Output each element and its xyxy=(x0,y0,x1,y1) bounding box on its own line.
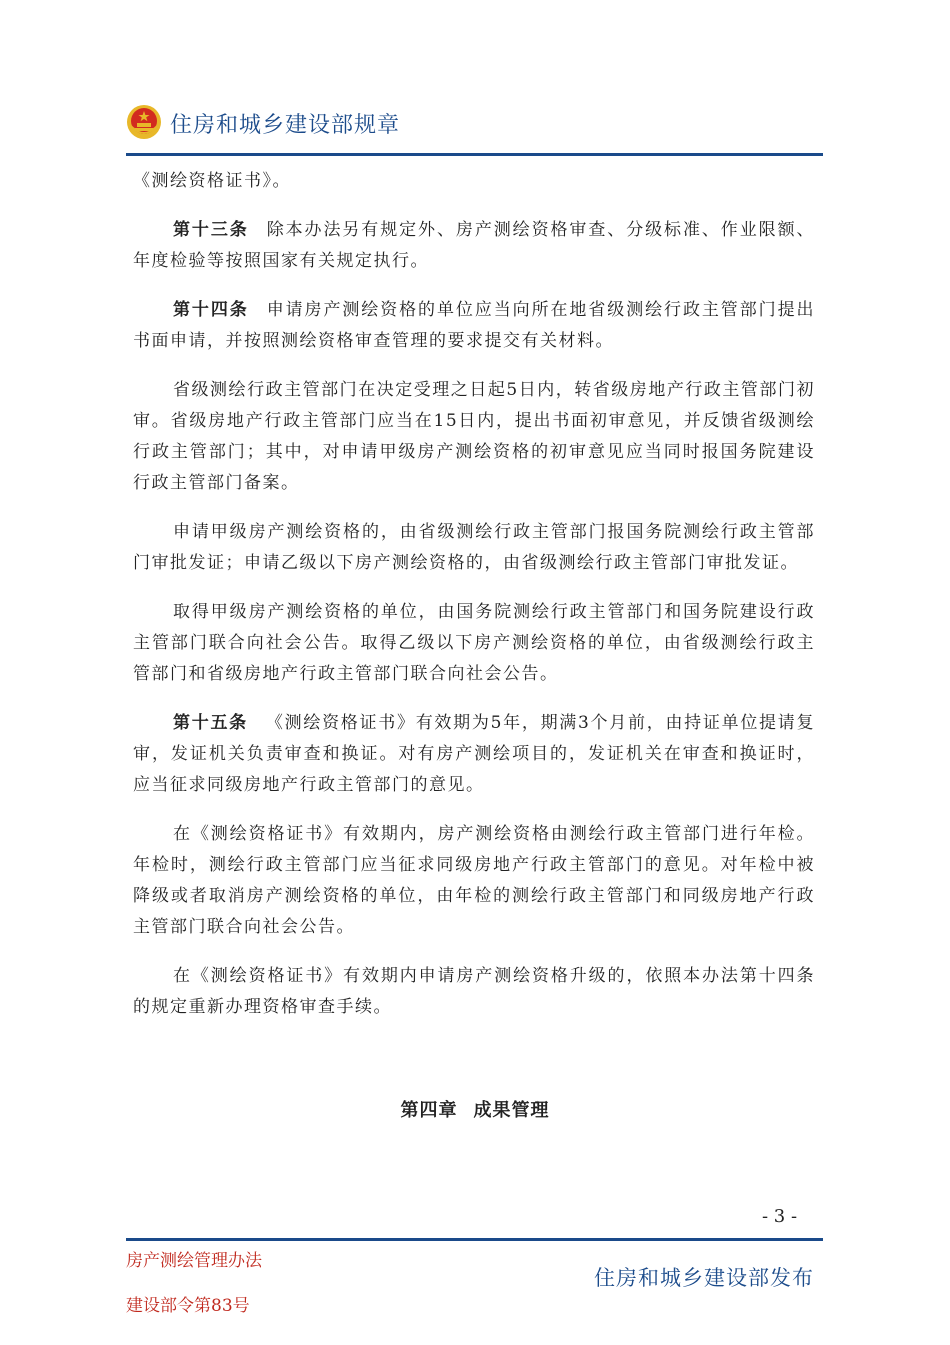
paragraph: 申请甲级房产测绘资格的，由省级测绘行政主管部门报国务院测绘行政主管部门审批发证；申请乙级以下房产测绘资格的，由省级测绘行政主管部门审批发证。 xyxy=(133,522,815,573)
article-number: 第十三条 xyxy=(173,220,249,240)
footer-divider xyxy=(126,1238,823,1241)
paragraph: 取得甲级房产测绘资格的单位，由国务院测绘行政主管部门和国务院建设行政主管部门联合向社会公告。取得乙级以下房产测绘资格的单位，由省级测绘行政主管部门和省级房地产行政主管部门联合向社会公告。 xyxy=(133,602,815,684)
footer-publisher: 住房和城乡建设部发布 xyxy=(594,1266,814,1290)
paragraph: 省级测绘行政主管部门在决定受理之日起5日内，转省级房地产行政主管部门初审。省级房地产行政主管部门应当在15日内，提出书面初审意见，并反馈省级测绘行政主管部门；其中，对申请甲级房产测绘资格的初审意见应当同时报国务院建设行政主管部门备案。 xyxy=(133,380,815,493)
article-paragraph: 第十四条 申请房产测绘资格的单位应当向所在地省级测绘行政主管部门提出书面申请，并按照测绘资格审查管理的要求提交有关材料。 xyxy=(133,300,815,351)
paragraph: 在《测绘资格证书》有效期内，房产测绘资格由测绘行政主管部门进行年检。年检时，测绘行政主管部门应当征求同级房地产行政主管部门的意见。对年检中被降级或者取消房产测绘资格的单位，由年检的测绘行政主管部门和同级房地产行政主管部门联合向社会公告。 xyxy=(133,824,815,937)
footer-decree-number: 建设部令第83号 xyxy=(126,1296,250,1316)
page-number: - 3 - xyxy=(762,1206,798,1227)
page-header xyxy=(126,102,823,157)
article-paragraph: 第十五条 《测绘资格证书》有效期为5年，期满3个月前，由持证单位提请复审，发证机关负责审查和换证。对有房产测绘项目的，发证机关在审查和换证时，应当征求同级房地产行政主管部门的意见。 xyxy=(133,713,816,795)
chapter-number: 第四章 xyxy=(400,1100,458,1121)
chapter-heading xyxy=(0,1096,950,1122)
paragraph: 在《测绘资格证书》有效期内申请房产测绘资格升级的，依照本办法第十四条的规定重新办理资格审查手续。 xyxy=(133,966,815,1017)
chapter-title: 成果管理 xyxy=(473,1100,550,1121)
header-title: 住房和城乡建设部规章 xyxy=(170,113,401,138)
header-divider xyxy=(126,153,823,156)
article-number: 第十四条 xyxy=(173,300,249,320)
national-emblem-icon xyxy=(126,104,162,140)
paragraph: 《测绘资格证书》。 xyxy=(133,171,291,191)
article-paragraph: 第十三条 除本办法另有规定外、房产测绘资格审查、分级标准、作业限额、年度检验等按照国家有关规定执行。 xyxy=(133,220,815,271)
article-number: 第十五条 xyxy=(173,713,248,733)
footer-document-title: 房产测绘管理办法 xyxy=(126,1251,262,1271)
document-body xyxy=(133,166,815,1041)
